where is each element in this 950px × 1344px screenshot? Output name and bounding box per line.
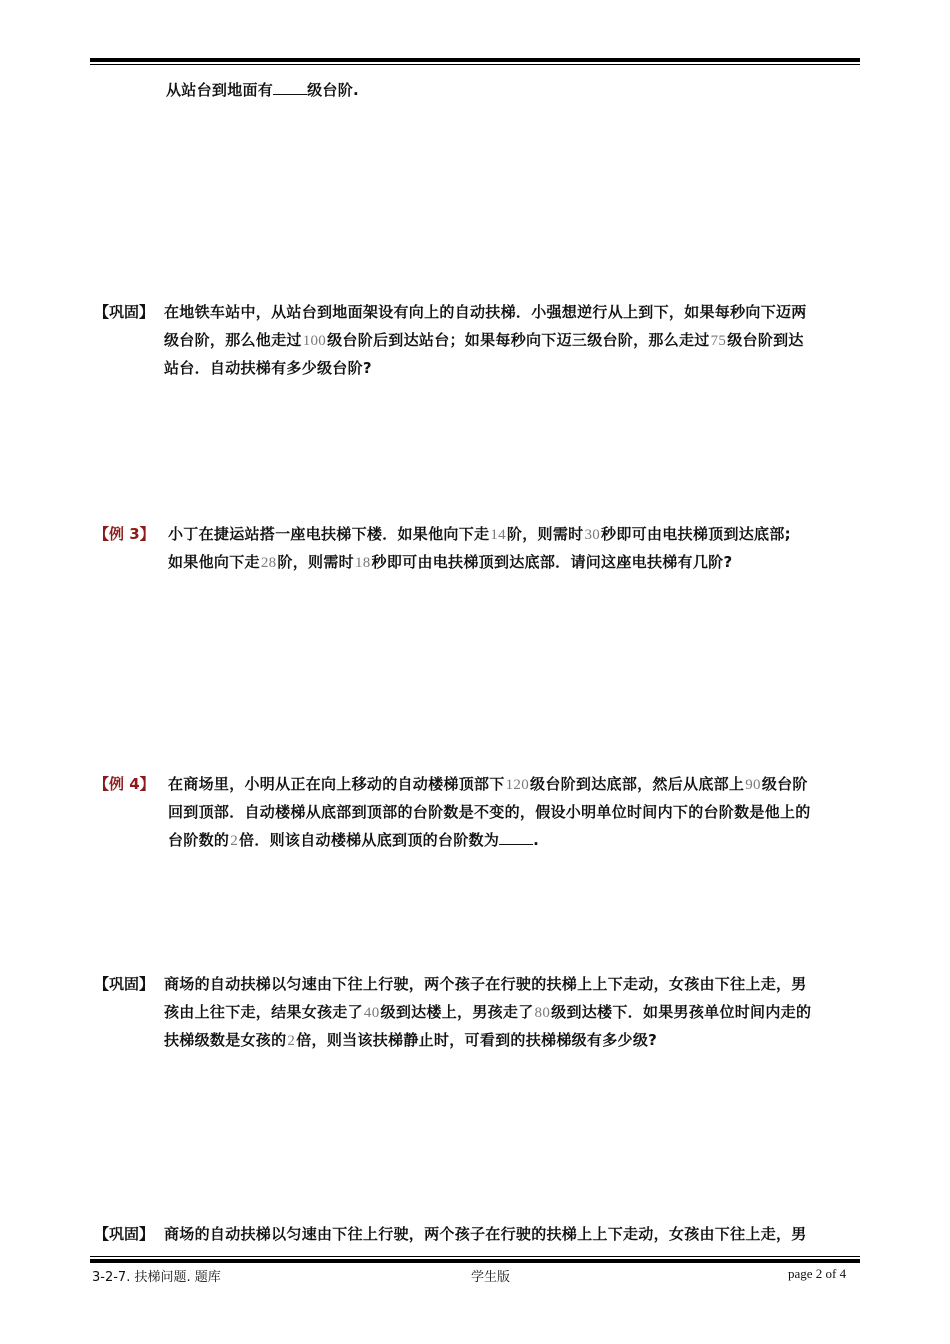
text-run: 级台阶到达底部，然后从底部上 <box>530 775 745 793</box>
question-line <box>168 826 811 854</box>
number: 40 <box>363 1005 380 1021</box>
intro-text-pre: 从站台到地面有 <box>166 81 274 99</box>
question-line: 商场的自动扶梯以匀速由下往上行驶，两个孩子在行驶的扶梯上上下走动，女孩由下往上走，男 <box>164 975 807 993</box>
example-3-text <box>168 520 791 576</box>
text-run: 级台阶，那么他走过 <box>164 331 302 349</box>
number: 120 <box>505 777 530 793</box>
text-run: 级台阶 <box>761 775 808 793</box>
question-line: 回到顶部．自动楼梯从底部到顶部的台阶数是不变的，假设小明单位时间内下的台阶数是他上的 <box>168 803 811 821</box>
text-run: 秒即可由电扶梯顶到达底部; <box>601 525 791 543</box>
text-run: 秒即可由电扶梯顶到达底部．请问这座电扶梯有几阶? <box>371 553 733 571</box>
header-rule-thick <box>90 58 860 62</box>
header-rule-thin <box>90 64 860 65</box>
example-label: 【例 4】 <box>94 775 155 793</box>
example-4-text <box>168 770 811 854</box>
question-line <box>168 520 791 548</box>
text-run: 倍．则该自动楼梯从底到顶的台阶数为 <box>239 831 500 849</box>
text-run: 级到达楼上，男孩走了 <box>380 1003 534 1021</box>
text-run: 如果他向下走 <box>168 553 260 571</box>
text-run: . <box>533 831 540 849</box>
question-1-text <box>164 298 807 382</box>
answer-blank <box>499 830 533 845</box>
number: 90 <box>745 777 761 793</box>
text-run: 阶，则需时 <box>506 525 584 543</box>
example-label: 【例 3】 <box>94 525 155 543</box>
footer-rule-thick <box>90 1259 860 1263</box>
text-run: 扶梯级数是女孩的 <box>164 1031 287 1049</box>
number: 100 <box>302 333 327 349</box>
number: 30 <box>584 527 601 543</box>
number: 75 <box>710 333 727 349</box>
intro-line <box>166 76 359 104</box>
question-line: 商场的自动扶梯以匀速由下往上行驶，两个孩子在行驶的扶梯上上下走动，女孩由下往上走，男 <box>164 1225 807 1243</box>
text-run: 倍，则当该扶梯静止时，可看到的扶梯梯级有多少级? <box>296 1031 658 1049</box>
answer-blank <box>273 80 307 95</box>
question-line: 站台．自动扶梯有多少级台阶? <box>164 359 372 377</box>
footer-left: 3-2-7. 扶梯问题. 题库 <box>92 1270 221 1285</box>
intro-text-post: 级台阶. <box>307 81 360 99</box>
number: 14 <box>490 527 506 543</box>
text-run: 小丁在捷运站搭一座电扶梯下楼．如果他向下走 <box>168 525 490 543</box>
number: 2 <box>287 1033 296 1049</box>
question-line <box>168 548 791 576</box>
text-run: 阶，则需时 <box>277 553 354 571</box>
footer-center: 学生版 <box>471 1270 511 1285</box>
text-run: 台阶数的 <box>168 831 230 849</box>
question-line <box>164 326 807 354</box>
number: 80 <box>534 1005 551 1021</box>
footer-rule-thin <box>90 1256 860 1257</box>
question-label: 【巩固】 <box>94 1225 155 1243</box>
question-line <box>164 1026 811 1054</box>
question-label: 【巩固】 <box>94 975 155 993</box>
footer-page-number: page 2 of 4 <box>788 1266 847 1281</box>
question-label: 【巩固】 <box>94 303 155 321</box>
text-run: 孩由上往下走，结果女孩走了 <box>164 1003 363 1021</box>
number: 28 <box>260 555 277 571</box>
number: 2 <box>230 833 239 849</box>
question-line <box>168 770 811 798</box>
text-run: 级台阶到达 <box>727 331 804 349</box>
text-run: 在商场里，小明从正在向上移动的自动楼梯顶部下 <box>168 775 505 793</box>
text-run: 级到达楼下．如果男孩单位时间内走的 <box>551 1003 812 1021</box>
question-4-text <box>164 970 811 1054</box>
number: 18 <box>354 555 371 571</box>
question-5-text <box>164 1220 807 1248</box>
question-line: 在地铁车站中，从站台到地面架设有向上的自动扶梯．小强想逆行从上到下，如果每秒向下迈两 <box>164 303 807 321</box>
text-run: 级台阶后到达站台；如果每秒向下迈三级台阶，那么走过 <box>327 331 710 349</box>
question-line <box>164 998 811 1026</box>
